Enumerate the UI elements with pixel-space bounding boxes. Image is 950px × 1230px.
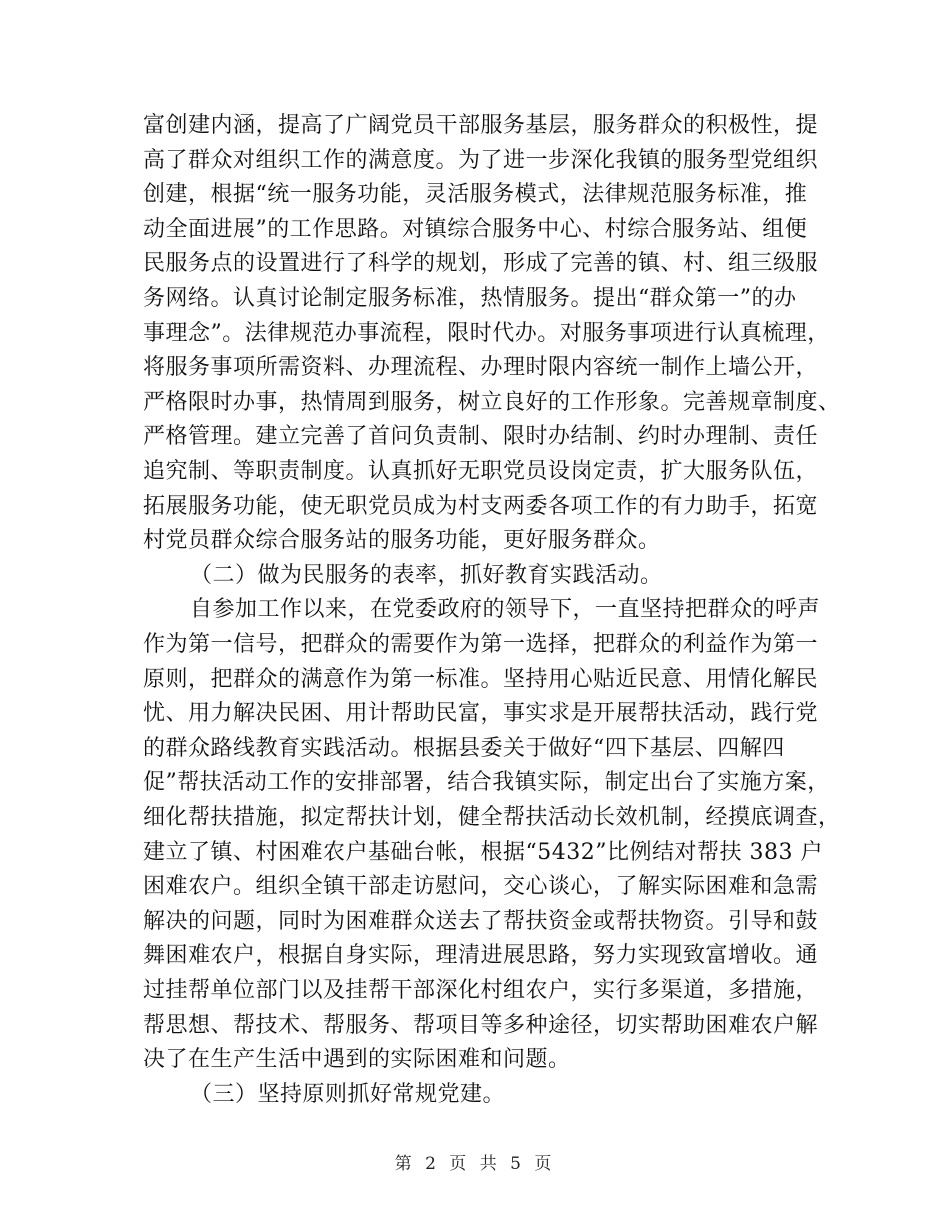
text-line: 高了群众对组织工作的满意度。为了进一步深化我镇的服务型党组织 (143, 147, 819, 173)
text-line: 舞困难农户，根据自身实际，理清进展思路，努力实现致富增收。通 (143, 943, 819, 969)
text-line: 细化帮扶措施，拟定帮扶计划，健全帮扶活动长效机制，经摸底调查， (143, 805, 841, 830)
text-line: 忧、用力解决民困、用计帮助民富，事实求是开展帮扶活动，践行党 (143, 701, 819, 727)
text-line: 务网络。认真讨论制定服务标准，热情服务。提出“群众第一”的办 (143, 286, 797, 311)
text-line: 将服务事项所需资料、办理流程、办理时限内容统一制作上墙公开， (143, 355, 819, 381)
text-line: 过挂帮单位部门以及挂帮干部深化村组农户，实行多渠道，多措施， (143, 978, 819, 1003)
text-line: 的群众路线教育实践活动。根据县委关于做好“四下基层、四解四 (143, 735, 785, 761)
page-footer: 第 2 页 共 5 页 (394, 1154, 556, 1174)
text-line: 拓展服务功能，使无职党员成为村支两委各项工作的有力助手，拓宽 (143, 493, 819, 519)
text-line: （三）坚持原则抓好常规党建。 (190, 1081, 506, 1107)
text-line: 事理念”。法律规范办事流程，限时代办。对服务事项进行认真梳理， (143, 320, 830, 346)
text-line: 富创建内涵，提高了广阔党员干部服务基层，服务群众的积极性，提 (143, 113, 819, 138)
text-line: 困难农户。组织全镇干部走访慰问，交心谈心，了解实际困难和急需 (143, 874, 819, 900)
text-line: 严格管理。建立完善了首问负责制、限时办结制、约时办理制、责任 (143, 424, 819, 450)
text-line: （二）做为民服务的表率，抓好教育实践活动。 (190, 562, 663, 588)
text-line: 决了在生产生活中遇到的实际困难和问题。 (143, 1047, 571, 1073)
text-line: 自参加工作以来，在党委政府的领导下，一直坚持把群众的呼声 (190, 597, 821, 623)
text-line: 创建，根据“统一服务功能，灵活服务模式，法律规范服务标准，推 (143, 182, 808, 208)
text-line: 追究制、等职责制度。认真抓好无职党员设岗定责，扩大服务队伍， (143, 459, 819, 484)
text-line: 原则，把群众的满意作为第一标准。坚持用心贴近民意、用情化解民 (143, 666, 819, 692)
text-line: 帮思想、帮技术、帮服务、帮项目等多种途径，切实帮助困难农户解 (143, 1012, 819, 1038)
text-line: 严格限时办事，热情周到服务，树立良好的工作形象。完善规章制度、 (143, 389, 841, 415)
text-line: 解决的问题，同时为困难群众送去了帮扶资金或帮扶物资。引导和鼓 (143, 908, 819, 934)
text-line: 村党员群众综合服务站的服务功能，更好服务群众。 (143, 528, 661, 554)
text-line: 动全面进展”的工作思路。对镇综合服务中心、村综合服务站、组便 (143, 216, 808, 242)
text-line: 民服务点的设置进行了科学的规划，形成了完善的镇、村、组三级服 (143, 251, 819, 277)
text-line: 促”帮扶活动工作的安排部署，结合我镇实际，制定出台了实施方案， (143, 770, 830, 796)
text-line: 作为第一信号，把群众的需要作为第一选择，把群众的利益作为第一 (143, 632, 819, 657)
text-line: 建立了镇、村困难农户基础台帐，根据“5432”比例结对帮扶 383 户 (143, 839, 823, 865)
